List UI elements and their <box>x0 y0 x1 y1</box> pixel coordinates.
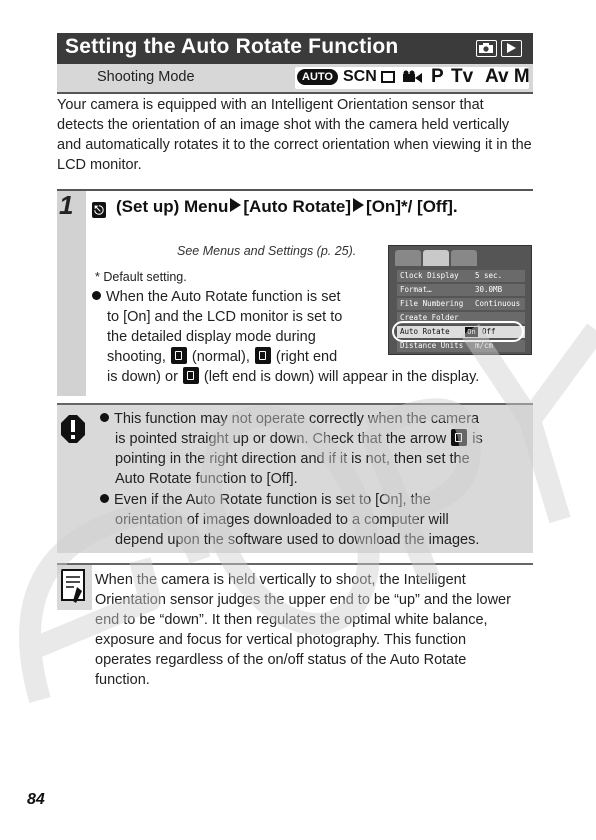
scn-mode-icon: SCN <box>343 68 377 85</box>
page-title: Setting the Auto Rotate Function <box>65 35 399 58</box>
lcd-row <box>397 284 525 296</box>
caution-paragraph <box>100 490 520 550</box>
play-icon <box>501 40 522 57</box>
bullet-line: to [On] and the LCD monitor is set to <box>107 309 343 325</box>
arrow-right-icon <box>353 198 364 212</box>
bullet-line <box>107 367 479 385</box>
lcd-row-value: m/cm <box>475 341 494 350</box>
see-menus-reference: See Menus and Settings (p. 25). <box>177 244 357 258</box>
m-mode-label: M <box>513 66 530 87</box>
shooting-mode-label: Shooting Mode <box>97 69 195 85</box>
lcd-row-value: Continuous <box>475 299 521 308</box>
program-mode-icon: P <box>431 66 444 87</box>
lcd-my-camera-tab-icon <box>451 250 477 266</box>
bullet-text: (left end is down) will appear in the display. <box>203 369 480 385</box>
lcd-row <box>397 298 525 310</box>
heading-part-on-off: [On]*/ [Off]. <box>366 197 458 216</box>
step-number: 1 <box>59 190 74 220</box>
lcd-highlight-ring <box>392 321 524 342</box>
lcd-row-key: Distance Units <box>400 341 464 350</box>
lcd-menu-screenshot <box>388 245 532 355</box>
bullet-icon <box>100 494 109 503</box>
step-bullet <box>92 287 382 367</box>
lcd-camera-tab-icon <box>395 250 421 266</box>
lcd-row-key: File Numbering <box>400 299 464 308</box>
step-heading <box>92 196 492 218</box>
lcd-tabs <box>395 250 525 266</box>
caution-icon <box>61 415 85 443</box>
lcd-row <box>397 270 525 282</box>
auto-mode-icon: AUTO <box>297 69 338 85</box>
caution-text: Even if the Auto Rotate function is set to [On], the <box>114 492 431 508</box>
normal-label: (normal), <box>191 349 250 365</box>
default-setting-note: * Default setting. <box>95 270 187 284</box>
lcd-row-value: 5 sec. <box>475 271 503 280</box>
lcd-row-key: Auto Rotate <box>400 327 450 336</box>
movie-icon <box>402 70 424 91</box>
lcd-row-key: Create Folder <box>400 313 459 322</box>
shooting-mode-icons <box>295 67 529 89</box>
lcd-off-option: Off <box>482 327 496 336</box>
caution-line <box>100 409 520 429</box>
caution-line: pointing in the right direction and if it is not, then set the <box>115 451 470 467</box>
bullet-line <box>92 347 382 367</box>
bullet-text: is down) or <box>107 369 178 385</box>
orientation-left-end-down-icon <box>183 367 199 384</box>
heading-part-setup: (Set up) Menu <box>116 197 229 216</box>
lcd-row-key: Clock Display <box>400 271 459 280</box>
tv-mode-icon: Tv <box>451 66 474 87</box>
bullet-line <box>92 287 382 307</box>
title-bar <box>57 33 533 64</box>
lcd-row-key: Format… <box>400 285 432 294</box>
note-icon <box>61 569 87 605</box>
caution-line: orientation of images downloaded to a computer will <box>115 512 449 528</box>
caution-text: is pointed straight up or down. Check that the arrow <box>115 431 447 447</box>
caution-line <box>100 429 520 449</box>
lcd-on-option: On <box>465 327 478 337</box>
bullet-icon <box>100 413 109 422</box>
caution-text: is <box>472 431 483 447</box>
stitch-assist-icon <box>381 71 395 83</box>
right-end-label: (right end <box>275 349 338 365</box>
caution-line: depend upon the software used to download the images. <box>115 532 480 548</box>
bullet-icon <box>92 291 101 300</box>
caution-line: Auto Rotate function to [Off]. <box>115 471 298 487</box>
bullet-text: When the Auto Rotate function is set <box>106 289 341 305</box>
page-number: 84 <box>27 791 45 808</box>
caution-box <box>57 403 533 553</box>
av-mode-label: Av <box>485 66 509 87</box>
intro-paragraph: Your camera is equipped with an Intelligent Orientation sensor that detects the orientation of an image shot with the camera held vertically and automatically rotates it to the correct orientation when viewing it in the LCD monitor. <box>57 97 532 173</box>
lcd-row-value: 30.0MB <box>475 285 503 294</box>
orientation-normal-icon <box>171 347 187 364</box>
lcd-setup-tab-icon <box>423 250 449 266</box>
orientation-right-end-down-icon <box>255 347 271 364</box>
note-icon-background <box>57 565 92 610</box>
av-m-mode-icon <box>485 66 530 88</box>
camera-icon <box>476 40 497 57</box>
setup-menu-icon: ⎋ <box>92 202 106 218</box>
caution-paragraph <box>100 409 520 489</box>
step-number-column <box>57 191 86 396</box>
arrow-right-icon <box>230 198 241 212</box>
orientation-arrow-icon <box>451 429 467 446</box>
note-text: When the camera is held vertically to shoot, the Intelligent Orientation sensor judges the upper end to be “up” and the lower end to be “down”. It then regulates the optimal white balance, exposure and focus for vertical photography. This function operates regardless of the on/off status of the Auto Rotate function. <box>95 572 511 688</box>
caution-line <box>100 490 520 510</box>
bullet-line: the detailed display mode during <box>107 329 316 345</box>
note-box <box>57 563 533 695</box>
caution-text: This function may not operate correctly when the camera <box>114 411 480 427</box>
bullet-text: shooting, <box>107 349 166 365</box>
shooting-mode-row <box>57 64 533 94</box>
heading-part-auto-rotate: [Auto Rotate] <box>243 197 352 216</box>
